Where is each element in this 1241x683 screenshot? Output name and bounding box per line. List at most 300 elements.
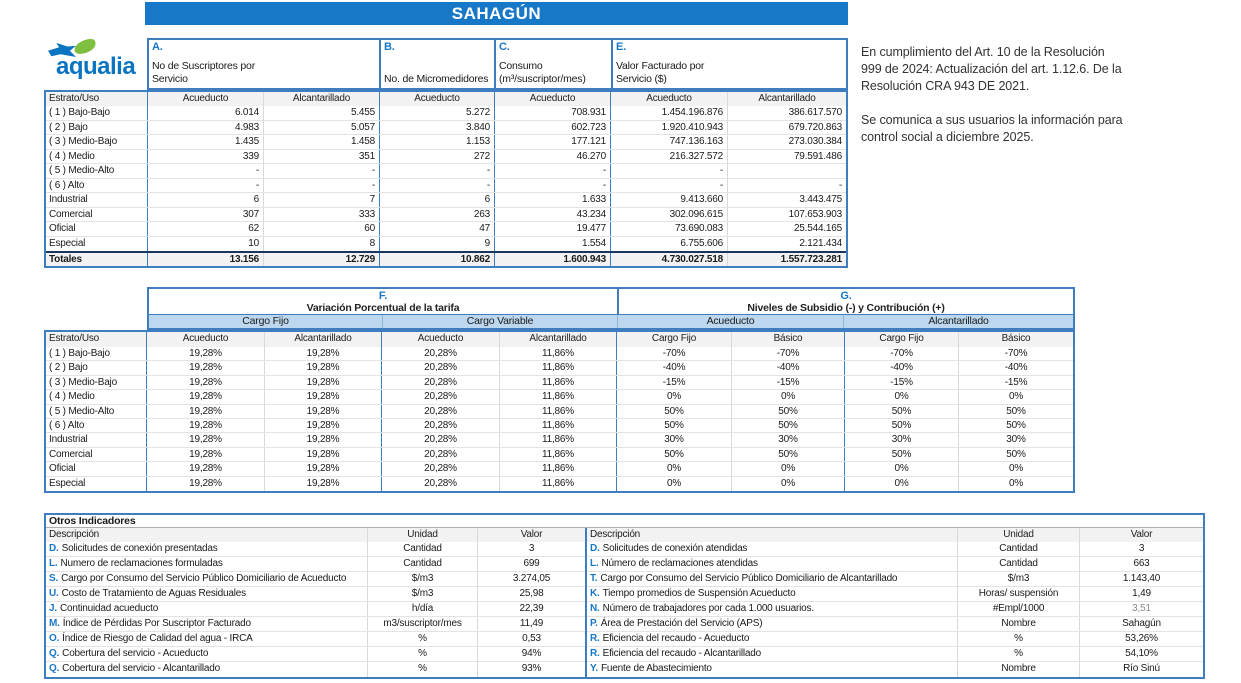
cell-value: 20,28% xyxy=(382,405,500,418)
cell-value: 1.633 xyxy=(495,193,611,207)
table3-right-header xyxy=(587,528,1203,542)
table-row xyxy=(46,164,846,179)
indicator-value: 54,10% xyxy=(1125,648,1158,659)
table-row xyxy=(587,587,1203,602)
totals-value: 1.557.723.281 xyxy=(780,254,842,265)
column-header: Valor xyxy=(1130,529,1153,540)
indicator-letter: S. xyxy=(49,573,59,584)
table-row xyxy=(587,617,1203,632)
cell-value: - xyxy=(611,179,728,193)
row-label: ( 3 ) Medio-Bajo xyxy=(46,135,148,149)
cell-value: 0% xyxy=(617,462,732,475)
indicator-desc: Número de reclamaciones atendidas xyxy=(601,558,758,569)
cell-value: - xyxy=(495,179,611,193)
cell-value: 30% xyxy=(845,433,959,446)
cell-value: 10 xyxy=(148,237,264,252)
indicator-unit: Cantidad xyxy=(368,557,478,571)
table1-column-header xyxy=(46,92,846,106)
cell-value: 19.477 xyxy=(495,222,611,236)
cell-value: 73.690.083 xyxy=(611,222,728,236)
cell-value: 50% xyxy=(617,405,732,418)
indicator-letter: J. xyxy=(49,603,57,614)
cell-value: 747.136.163 xyxy=(611,135,728,149)
subgroup-header: Cargo Fijo xyxy=(242,315,289,327)
table-row xyxy=(46,462,1073,476)
cell-value: - xyxy=(495,164,611,178)
indicator-letter: Q. xyxy=(49,648,60,659)
column-header: Alcantarillado xyxy=(265,332,382,347)
column-header: Unidad xyxy=(958,528,1080,542)
row-label: Industrial xyxy=(46,193,148,207)
cell-value: 50% xyxy=(845,419,959,432)
cell-value: 30% xyxy=(732,433,845,446)
cell-value: 0% xyxy=(732,477,845,491)
cell-value: 216.327.572 xyxy=(611,150,728,164)
cell-value: 1.454.196.876 xyxy=(611,106,728,120)
group-letter: C. xyxy=(499,41,510,53)
table-row xyxy=(46,617,585,632)
totals-value: 10.862 xyxy=(380,253,495,266)
cell-value: -70% xyxy=(617,347,732,360)
indicator-desc: Cobertura del servicio - Acueducto xyxy=(62,648,209,659)
indicator-unit: % xyxy=(368,632,478,646)
cell-value: 20,28% xyxy=(382,419,500,432)
row-label: ( 2 ) Bajo xyxy=(46,121,148,135)
cell-value: 19,28% xyxy=(147,361,265,374)
cell-value: 602.723 xyxy=(495,121,611,135)
indicator-value: 3.274,05 xyxy=(512,573,551,584)
cell-value: 9.413.660 xyxy=(611,193,728,207)
indicator-desc-cell xyxy=(587,662,958,677)
cell-value: 0% xyxy=(732,390,845,403)
table-row xyxy=(587,602,1203,617)
page-title: SAHAGÚN xyxy=(145,2,848,25)
indicator-value: 22,39 xyxy=(519,603,544,614)
cell-value: 19,28% xyxy=(147,419,265,432)
cell-value: 50% xyxy=(1006,419,1026,431)
table3-left-half xyxy=(46,528,585,677)
table-row xyxy=(46,361,1073,375)
table2-tarifas-subsidios xyxy=(44,330,1075,493)
indicator-letter: M. xyxy=(49,618,60,629)
indicator-desc-cell xyxy=(46,602,368,616)
group-title: Niveles de Subsidio (-) y Contribución (+) xyxy=(747,302,945,314)
indicator-desc-cell xyxy=(587,617,958,631)
indicator-desc: Fuente de Abastecimiento xyxy=(600,663,712,674)
indicator-letter: R. xyxy=(590,648,600,659)
cell-value: - xyxy=(380,164,495,178)
group-letter: E. xyxy=(616,41,626,53)
column-header: Básico xyxy=(1001,333,1031,344)
table-row xyxy=(587,572,1203,587)
cell-value: 47 xyxy=(380,222,495,236)
indicator-unit: Nombre xyxy=(958,617,1080,631)
cell-value: 679.720.863 xyxy=(788,121,842,133)
group-letter: G. xyxy=(840,290,852,302)
cell-value: 6 xyxy=(380,193,495,207)
cell-value: 20,28% xyxy=(382,361,500,374)
cell-value: 339 xyxy=(148,150,264,164)
indicator-desc: Cobertura del servicio - Alcantarillado xyxy=(62,663,221,674)
indicator-unit: m3/suscriptor/mes xyxy=(368,617,478,631)
table3-otros-indicadores xyxy=(44,513,1205,679)
cell-value: 307 xyxy=(148,208,264,222)
indicator-desc: Eficiencia del recaudo - Acueducto xyxy=(602,633,750,644)
cell-value: 50% xyxy=(1006,405,1026,417)
cell-value: 11,86% xyxy=(500,347,617,360)
cell-value: 333 xyxy=(264,208,380,222)
cell-value: 107.653.903 xyxy=(788,208,842,220)
cell-value: 50% xyxy=(1006,448,1026,460)
indicator-letter: K. xyxy=(590,588,600,599)
table2-group-g xyxy=(617,289,1073,314)
cell-value: -15% xyxy=(1004,376,1028,388)
cell-value: 50% xyxy=(732,419,845,432)
indicator-letter: T. xyxy=(590,573,598,584)
indicator-value: 1,49 xyxy=(1132,588,1151,599)
cell-value: 6 xyxy=(148,193,264,207)
group-label-line: (m³/suscriptor/mes) xyxy=(499,73,586,85)
table-row xyxy=(46,542,585,557)
table-row xyxy=(46,135,846,150)
table-row xyxy=(46,602,585,617)
indicator-value: 0,53 xyxy=(522,633,541,644)
indicator-unit: % xyxy=(368,662,478,677)
indicator-value: 25,98 xyxy=(519,588,544,599)
table-row xyxy=(46,448,1073,462)
column-header: Valor xyxy=(520,529,543,540)
indicator-unit: $/m3 xyxy=(368,587,478,601)
group-label-line: No. de Micromedidores xyxy=(384,73,489,85)
indicator-value: 94% xyxy=(521,648,542,659)
cell-value: 1.554 xyxy=(495,237,611,252)
table2-body xyxy=(46,347,1073,491)
table1-group-b xyxy=(379,40,494,88)
indicator-desc-cell xyxy=(46,662,368,677)
group-title: Variación Porcentual de la tarifa xyxy=(306,302,460,314)
cell-value: 19,28% xyxy=(265,376,382,389)
row-label: ( 4 ) Medio xyxy=(46,150,148,164)
column-header: Estrato/Uso xyxy=(46,332,147,347)
table3-right-half xyxy=(585,528,1203,677)
subgroup-header: Acueducto xyxy=(617,315,843,328)
indicator-desc: Área de Prestación del Servicio (APS) xyxy=(600,618,763,629)
indicator-desc-cell xyxy=(46,647,368,661)
cell-value: 19,28% xyxy=(265,448,382,461)
table-row xyxy=(46,390,1073,404)
group-letter: B. xyxy=(384,41,395,53)
table-row xyxy=(46,647,585,662)
cell-value: 19,28% xyxy=(265,462,382,475)
regulation-notice xyxy=(861,44,1123,163)
indicator-value: 3 xyxy=(1138,543,1145,554)
cell-value: 19,28% xyxy=(147,405,265,418)
cell-value: 11,86% xyxy=(500,448,617,461)
totals-value: 1.600.943 xyxy=(495,253,611,266)
notice-paragraph-2: Se comunica a sus usuarios la información para control social a diciembre 2025. xyxy=(861,113,1123,144)
cell-value: -70% xyxy=(732,347,845,360)
cell-value: 386.617.570 xyxy=(788,107,842,118)
cell-value: 7 xyxy=(264,193,380,207)
cell-value: 5.272 xyxy=(380,106,495,120)
indicator-letter: P. xyxy=(590,618,598,629)
cell-value: -15% xyxy=(732,376,845,389)
column-header: Cargo Fijo xyxy=(617,332,732,347)
indicator-desc-cell xyxy=(587,572,958,586)
totals-label: Totales xyxy=(46,253,148,266)
cell-value: 20,28% xyxy=(382,376,500,389)
cell-value: 11,86% xyxy=(500,477,617,491)
table1-group-c xyxy=(494,40,611,88)
cell-value: - xyxy=(148,179,264,193)
indicator-value: 663 xyxy=(1133,558,1150,569)
cell-value: 11,86% xyxy=(500,462,617,475)
table-row xyxy=(46,193,846,208)
column-header: Acueducto xyxy=(147,332,265,347)
indicator-letter: L. xyxy=(590,558,599,569)
row-label: ( 1 ) Bajo-Bajo xyxy=(46,106,148,120)
cell-value: 20,28% xyxy=(382,433,500,446)
indicator-value: 11,49 xyxy=(519,618,544,629)
cell-value: 62 xyxy=(148,222,264,236)
table-row xyxy=(46,179,846,194)
cell-value: 0% xyxy=(1008,391,1024,403)
indicator-desc: Cargo por Consumo del Servicio Público Domiciliario de Acueducto xyxy=(61,573,347,584)
cell-value: 5.455 xyxy=(264,106,380,120)
cell-value: 30% xyxy=(1006,434,1026,446)
cell-value: 0% xyxy=(845,390,959,403)
column-header: Alcantarillado xyxy=(264,92,380,106)
indicator-letter: R. xyxy=(590,633,600,644)
cell-value: 0% xyxy=(845,462,959,475)
cell-value: 0% xyxy=(845,477,959,491)
column-header: Básico xyxy=(732,332,845,347)
cell-value: - xyxy=(264,179,380,193)
indicator-desc: Costo de Tratamiento de Aguas Residuales xyxy=(61,588,246,599)
row-label: ( 1 ) Bajo-Bajo xyxy=(46,347,147,360)
table-row xyxy=(587,557,1203,572)
table-row xyxy=(46,587,585,602)
row-label: Oficial xyxy=(46,462,147,475)
totals-value: 13.156 xyxy=(148,253,264,266)
cell-value: 0% xyxy=(1008,463,1024,475)
cell-value: 43.234 xyxy=(495,208,611,222)
group-label-line: Servicio xyxy=(152,73,188,85)
table2-group-f xyxy=(149,289,617,314)
column-header: Descripción xyxy=(587,528,958,542)
table-row xyxy=(46,557,585,572)
indicator-unit: Nombre xyxy=(958,662,1080,677)
indicator-value: Río Sinú xyxy=(1123,663,1160,674)
row-label: ( 5 ) Medio-Alto xyxy=(46,164,148,178)
cell-value: - xyxy=(264,164,380,178)
indicator-desc-cell xyxy=(587,647,958,661)
indicator-unit: % xyxy=(958,632,1080,646)
table1-group-e xyxy=(611,40,846,88)
table-row xyxy=(46,433,1073,447)
indicator-value: 53,26% xyxy=(1125,633,1158,644)
cell-value: 50% xyxy=(845,448,959,461)
table-row xyxy=(46,106,846,121)
group-label-line: Consumo xyxy=(499,60,543,72)
row-label: Industrial xyxy=(46,433,147,446)
cell-value: -40% xyxy=(845,361,959,374)
indicator-letter: Y. xyxy=(590,663,598,674)
logo-wordmark: aqualia xyxy=(56,53,136,80)
subgroup-header: Cargo Variable xyxy=(382,315,617,328)
cell-value: 8 xyxy=(264,237,380,252)
table-row xyxy=(46,347,1073,361)
row-label: Comercial xyxy=(46,208,148,222)
notice-paragraph-1: En cumplimiento del Art. 10 de la Resolución 999 de 2024: Actualización del art. 1.12.6. De la Resolución CRA 943 DE 2021. xyxy=(861,45,1122,93)
totals-value: 4.730.027.518 xyxy=(611,253,728,266)
cell-value: 19,28% xyxy=(265,390,382,403)
cell-value: 3.840 xyxy=(380,121,495,135)
cell-value: -40% xyxy=(732,361,845,374)
cell-value: 3.443.475 xyxy=(799,194,842,205)
indicator-letter: L. xyxy=(49,558,58,569)
table-row xyxy=(46,222,846,237)
row-label: ( 4 ) Medio xyxy=(46,390,147,403)
indicator-unit: $/m3 xyxy=(368,572,478,586)
table3-right-body xyxy=(587,542,1203,677)
indicator-unit: % xyxy=(958,647,1080,661)
cell-value: 20,28% xyxy=(382,477,500,491)
cell-value: 708.931 xyxy=(495,106,611,120)
cell-value: 19,28% xyxy=(147,462,265,475)
cell-value: 6.755.606 xyxy=(611,237,728,252)
cell-value: 6.014 xyxy=(148,106,264,120)
indicator-letter: D. xyxy=(590,543,600,554)
indicator-unit: $/m3 xyxy=(958,572,1080,586)
indicator-unit: Cantidad xyxy=(958,557,1080,571)
table-row xyxy=(587,542,1203,557)
column-header: Acueducto xyxy=(382,332,500,347)
table-row xyxy=(46,405,1073,419)
indicator-letter: N. xyxy=(590,603,600,614)
cell-value: 20,28% xyxy=(382,448,500,461)
indicator-desc: Numero de reclamaciones formuladas xyxy=(60,558,223,569)
table2-group-header xyxy=(147,287,1075,330)
table-row xyxy=(587,632,1203,647)
group-label-line: Valor Facturado por xyxy=(616,60,705,72)
indicator-unit: Cantidad xyxy=(368,542,478,556)
row-label: ( 6 ) Alto xyxy=(46,179,148,193)
row-label: Oficial xyxy=(46,222,148,236)
cell-value: 272 xyxy=(380,150,495,164)
indicator-desc-cell xyxy=(587,542,958,556)
table-row xyxy=(46,208,846,223)
table-row xyxy=(587,662,1203,677)
subgroup-header: Alcantarillado xyxy=(843,315,1073,328)
table1-suscriptores xyxy=(44,90,848,268)
row-label: Especial xyxy=(46,477,147,491)
table-row xyxy=(46,150,846,165)
table3-title: Otros Indicadores xyxy=(46,515,1203,528)
column-header: Alcantarillado xyxy=(500,332,617,347)
indicator-value: 3 xyxy=(528,543,535,554)
cell-value: 50% xyxy=(732,405,845,418)
indicator-desc-cell xyxy=(587,632,958,646)
table-row xyxy=(46,662,585,677)
column-header: Acueducto xyxy=(495,92,611,106)
cell-value: 19,28% xyxy=(147,390,265,403)
cell-value: 19,28% xyxy=(147,477,265,491)
cell-value: 79.591.486 xyxy=(793,150,842,162)
indicator-unit: Horas/ suspensión xyxy=(958,587,1080,601)
indicator-desc: Solicitudes de conexión presentadas xyxy=(61,543,218,554)
column-header: Acueducto xyxy=(380,92,495,106)
cell-value: 2.121.434 xyxy=(799,237,842,249)
cell-value: 60 xyxy=(264,222,380,236)
group-label-line: No de Suscriptores por xyxy=(152,60,255,72)
table-row xyxy=(46,572,585,587)
cell-value: 5.057 xyxy=(264,121,380,135)
cell-value: -40% xyxy=(617,361,732,374)
indicator-letter: D. xyxy=(49,543,59,554)
column-header: Alcantarillado xyxy=(758,93,816,104)
table1-group-header xyxy=(147,38,848,90)
cell-value: 0% xyxy=(617,390,732,403)
cell-value: 19,28% xyxy=(147,448,265,461)
cell-value: 263 xyxy=(380,208,495,222)
aqualia-logo xyxy=(38,40,148,86)
cell-value: 50% xyxy=(617,419,732,432)
cell-value: 11,86% xyxy=(500,361,617,374)
cell-value: -15% xyxy=(617,376,732,389)
table3-left-body xyxy=(46,542,585,677)
row-label: Comercial xyxy=(46,448,147,461)
table-row xyxy=(46,477,1073,491)
column-header: Unidad xyxy=(368,528,478,542)
table2-band xyxy=(149,289,1073,314)
group-letter: A. xyxy=(152,41,163,53)
column-header: Acueducto xyxy=(611,92,728,106)
table1-group-a xyxy=(149,40,379,88)
column-header: Cargo Fijo xyxy=(845,332,959,347)
indicator-unit: % xyxy=(368,647,478,661)
cell-value: -40% xyxy=(1004,362,1028,374)
cell-value: 1.435 xyxy=(148,135,264,149)
indicator-value: 699 xyxy=(523,558,540,569)
cell-value: 19,28% xyxy=(147,376,265,389)
indicator-letter: U. xyxy=(49,588,59,599)
cell-value: 302.096.615 xyxy=(611,208,728,222)
cell-value: 0% xyxy=(732,462,845,475)
indicator-desc-cell xyxy=(46,557,368,571)
cell-value: 19,28% xyxy=(265,419,382,432)
cell-value: 1.458 xyxy=(264,135,380,149)
table-row xyxy=(46,419,1073,433)
indicator-desc-cell xyxy=(46,542,368,556)
cell-value: 50% xyxy=(845,405,959,418)
cell-value: 19,28% xyxy=(147,433,265,446)
indicator-value: 1.143,40 xyxy=(1122,573,1161,584)
column-header: Acueducto xyxy=(148,92,264,106)
column-header: Estrato/Uso xyxy=(46,92,148,106)
cell-value xyxy=(728,164,846,178)
cell-value: 50% xyxy=(617,448,732,461)
cell-value: 11,86% xyxy=(500,433,617,446)
indicator-desc-cell xyxy=(587,557,958,571)
table2-subgroup-row xyxy=(149,314,1073,328)
cell-value: 20,28% xyxy=(382,347,500,360)
cell-value: - xyxy=(611,164,728,178)
cell-value: 0% xyxy=(617,477,732,491)
cell-value: 20,28% xyxy=(382,390,500,403)
table-row xyxy=(587,647,1203,662)
indicator-unit: h/día xyxy=(368,602,478,616)
